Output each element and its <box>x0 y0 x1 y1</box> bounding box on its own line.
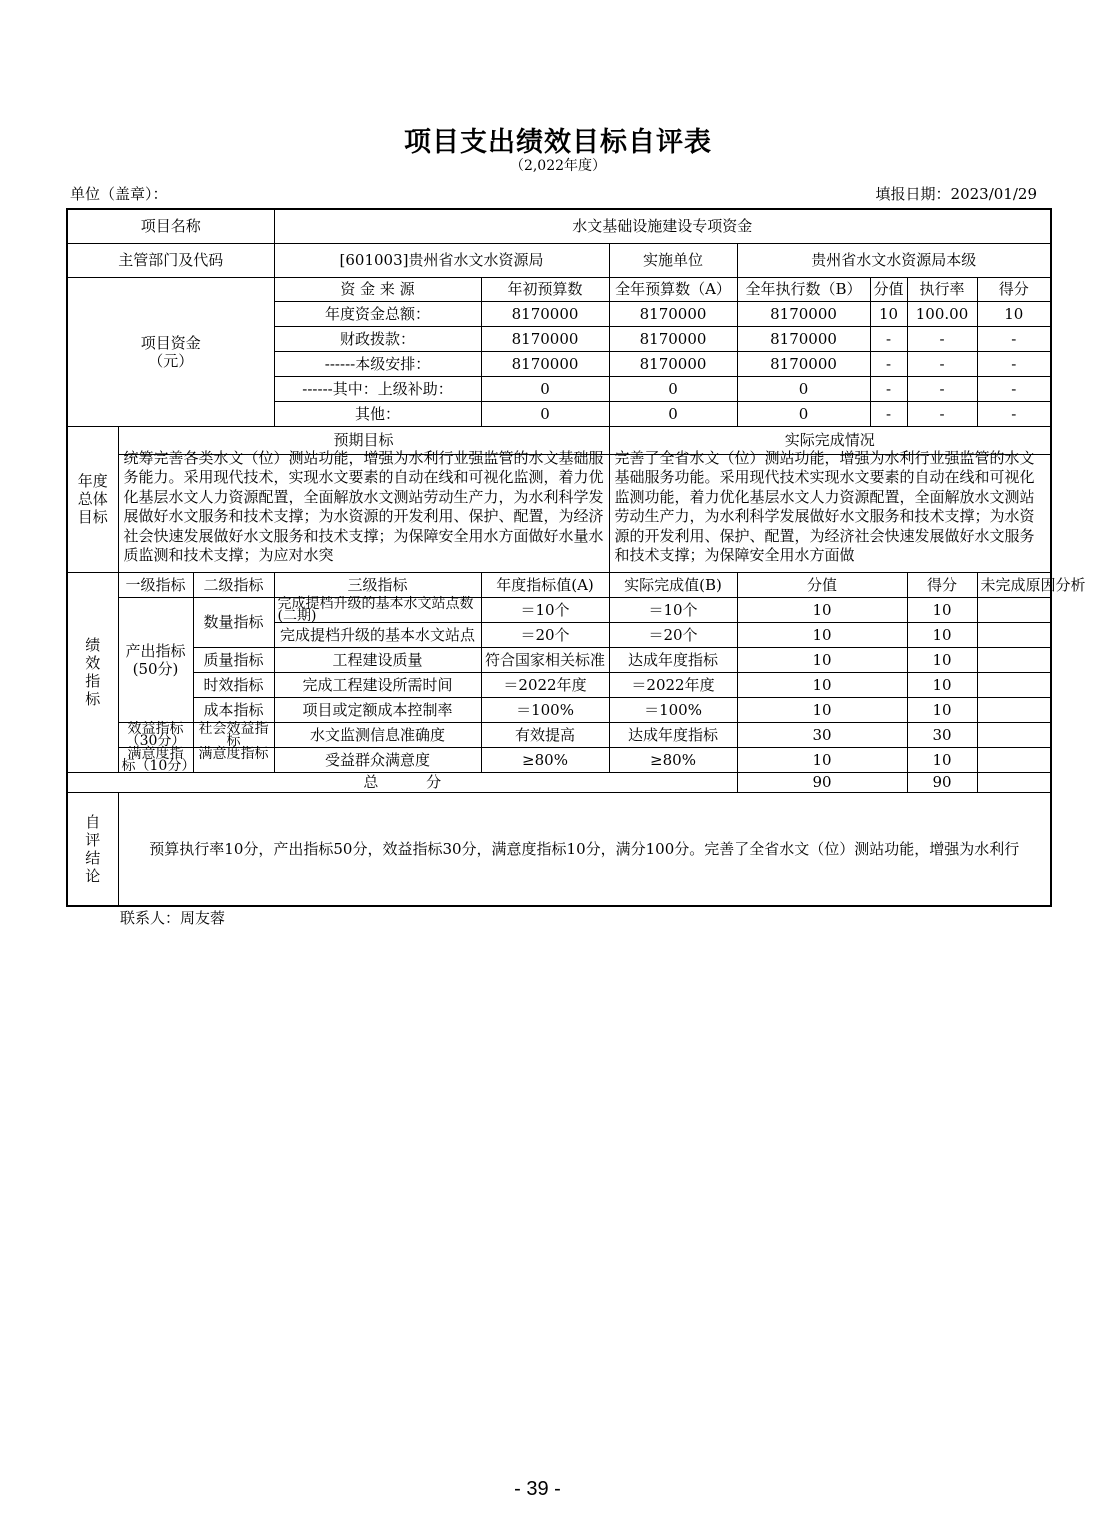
perf-l3: 受益群众满意度 <box>274 747 481 772</box>
perf-row <box>67 672 1051 697</box>
satisfaction-label: 满意度指标（10分） <box>118 747 193 772</box>
perf-header-score: 分值 <box>737 572 907 597</box>
project-name-value: 水文基础设施建设专项资金 <box>274 209 1051 243</box>
perf-score: 10 <box>737 747 907 772</box>
output-label-cell <box>118 597 193 722</box>
impl-value: 贵州省水文水资源局本级 <box>737 243 1051 277</box>
perf-header-row <box>67 572 1051 597</box>
perf-got: 10 <box>907 622 977 647</box>
perf-l3: 完成工程建设所需时间 <box>274 672 481 697</box>
perf-got: 10 <box>907 597 977 622</box>
annual-goal-label: 年度 总体 目标 <box>67 426 118 572</box>
funds-score: - <box>870 376 907 401</box>
dept-label: 主管部门及代码 <box>67 243 274 277</box>
perf-row <box>67 722 1051 747</box>
perf-header-b: 实际完成值(B) <box>609 572 737 597</box>
funds-source: ------本级安排： <box>274 351 481 376</box>
funds-header-initial: 年初预算数 <box>481 277 609 301</box>
perf-reason <box>977 722 1051 747</box>
perf-row <box>67 647 1051 672</box>
perf-reason <box>977 597 1051 622</box>
funds-label-cell <box>67 277 274 426</box>
report-year: （2,022年度） <box>509 158 607 174</box>
goal-text-row <box>67 454 1051 572</box>
funds-rate: - <box>907 326 977 351</box>
evaluation-table <box>66 208 1086 907</box>
output-label: 产出指标 <box>125 641 186 660</box>
funds-score: - <box>870 326 907 351</box>
funds-rate: - <box>907 401 977 426</box>
perf-score: 30 <box>737 722 907 747</box>
perf-b: 达成年度指标 <box>609 722 737 747</box>
funds-source: 其他： <box>274 401 481 426</box>
funds-initial: 8170000 <box>481 326 609 351</box>
perf-l2: 质量指标 <box>193 647 274 672</box>
perf-reason <box>977 697 1051 722</box>
funds-got: 10 <box>977 301 1051 326</box>
funds-initial: 0 <box>481 376 609 401</box>
funds-header-source: 资 金 来 源 <box>274 277 481 301</box>
perf-a: ≥80% <box>481 747 609 772</box>
perf-row <box>67 597 1051 622</box>
project-name-row <box>67 209 1051 243</box>
perf-a: 符合国家相关标准 <box>481 647 609 672</box>
conclusion-label: 自 评 结 论 <box>67 792 118 906</box>
perf-l3: 完成提档升级的基本水文站点数(二期) <box>274 597 481 622</box>
perf-l2: 数量指标 <box>193 597 274 647</box>
page-title: 项目支出绩效目标自评表 <box>404 127 712 158</box>
perf-b: ＝100% <box>609 697 737 722</box>
impl-label: 实施单位 <box>609 243 737 277</box>
total-row <box>67 772 1051 792</box>
funds-got: - <box>977 351 1051 376</box>
funds-header-annual: 全年预算数（A） <box>609 277 737 301</box>
unit-label: 单位（盖章）： <box>70 185 168 203</box>
fill-date: 填报日期：2023/01/29 <box>875 185 1037 203</box>
perf-header-a: 年度指标值(A) <box>481 572 609 597</box>
perf-a: ＝20个 <box>481 622 609 647</box>
funds-header-got: 得分 <box>977 277 1051 301</box>
funds-got: - <box>977 376 1051 401</box>
funds-executed: 8170000 <box>737 301 870 326</box>
perf-a: ＝100% <box>481 697 609 722</box>
dept-value: [601003]贵州省水文水资源局 <box>274 243 609 277</box>
perf-l2: 社会效益指标 <box>193 722 274 747</box>
department-row <box>67 243 1051 277</box>
perf-got: 10 <box>907 647 977 672</box>
perf-b: ＝10个 <box>609 597 737 622</box>
output-score: (50分) <box>132 659 179 678</box>
actual-header: 实际完成情况 <box>609 426 1051 454</box>
perf-l2: 满意度指标 <box>193 747 274 772</box>
funds-header-score: 分值 <box>870 277 907 301</box>
perf-a: ＝10个 <box>481 597 609 622</box>
perf-b: ＝2022年度 <box>609 672 737 697</box>
funds-source: 年度资金总额： <box>274 301 481 326</box>
perf-header-reason: 未完成原因分析 <box>977 572 1051 597</box>
project-name-label: 项目名称 <box>67 209 274 243</box>
perf-header-l2: 二级指标 <box>193 572 274 597</box>
funds-source: 财政拨款： <box>274 326 481 351</box>
perf-reason <box>977 747 1051 772</box>
funds-header-row <box>67 277 1051 301</box>
perf-b: 达成年度指标 <box>609 647 737 672</box>
conclusion-text: 预算执行率10分，产出指标50分，效益指标30分，满意度指标10分，满分100分。完善了全省水文（位）测站功能，增强为水利行 <box>118 792 1051 906</box>
perf-got: 10 <box>907 747 977 772</box>
funds-annual: 8170000 <box>609 301 737 326</box>
perf-got: 10 <box>907 697 977 722</box>
perf-header-l3: 三级指标 <box>274 572 481 597</box>
funds-label: 项目资金 <box>140 333 201 352</box>
funds-header-executed: 全年执行数（B） <box>737 277 870 301</box>
funds-initial: 8170000 <box>481 351 609 376</box>
actual-text: 完善了全省水文（位）测站功能，增强为水利行业强监管的水文基础服务功能。采用现代技术实现水文要素的自动在线和可视化监测功能，着力优化基层水文人力资源配置，全面解放水文测站劳动生产力，为水利科学发展做好水文服务和技术支撑；为水资源的开发利用、保护、配置，为经济社会快速发展做好水文服务和技术支撑；为保障安全用水方面做 <box>614 448 1035 564</box>
total-label: 总 分 <box>67 772 737 792</box>
funds-annual: 8170000 <box>609 351 737 376</box>
perf-b: ≥80% <box>609 747 737 772</box>
funds-got: - <box>977 401 1051 426</box>
funds-initial: 0 <box>481 401 609 426</box>
perf-row <box>67 747 1051 772</box>
perf-header-got: 得分 <box>907 572 977 597</box>
expected-goal-text: 统筹完善各类水文（位）测站功能，增强为水利行业强监管的水文基础服务能力。采用现代技术，实现水文要素的自动在线和可视化监测，着力优化基层水文人力资源配置，全面解放水文测站劳动生产力，为水利科学发展做好水文服务和技术支撑；为水资源的开发利用、保护、配置，为经济社会快速发展做好水文服务和技术支撑；为保障安全用水方面做好水量水质监测和技术支撑；为应对水突 <box>123 448 604 564</box>
funds-rate: 100.00 <box>907 301 977 326</box>
funds-source: ------其中：上级补助： <box>274 376 481 401</box>
funds-rate: - <box>907 376 977 401</box>
contact-person: 联系人：周友蓉 <box>120 909 226 927</box>
perf-score: 10 <box>737 597 907 622</box>
actual-cell <box>609 448 1051 572</box>
perf-score: 10 <box>737 622 907 647</box>
funds-score: - <box>870 401 907 426</box>
total-got: 90 <box>907 772 977 792</box>
perf-header-l1: 一级指标 <box>118 572 193 597</box>
expected-goal-cell <box>118 448 609 572</box>
perf-l3: 完成提档升级的基本水文站点 <box>274 622 481 647</box>
perf-row <box>67 697 1051 722</box>
perf-reason <box>977 622 1051 647</box>
funds-executed: 0 <box>737 401 870 426</box>
perf-a: 有效提高 <box>481 722 609 747</box>
perf-l3: 水文监测信息准确度 <box>274 722 481 747</box>
total-reason <box>977 772 1051 792</box>
funds-got: - <box>977 326 1051 351</box>
funds-executed: 0 <box>737 376 870 401</box>
perf-reason <box>977 647 1051 672</box>
perf-reason <box>977 672 1051 697</box>
funds-annual: 0 <box>609 376 737 401</box>
perf-l2: 时效指标 <box>193 672 274 697</box>
perf-l3: 项目或定额成本控制率 <box>274 697 481 722</box>
benefit-label: 效益指标（30分） <box>118 722 193 747</box>
perf-score: 10 <box>737 647 907 672</box>
expected-goal-header: 预期目标 <box>118 426 609 454</box>
perf-score: 10 <box>737 697 907 722</box>
total-score: 90 <box>737 772 907 792</box>
perf-label: 绩 效 指 标 <box>67 572 118 772</box>
funds-executed: 8170000 <box>737 351 870 376</box>
perf-got: 30 <box>907 722 977 747</box>
funds-unit: （元） <box>148 351 194 370</box>
funds-score: - <box>870 351 907 376</box>
funds-rate: - <box>907 351 977 376</box>
page-number: - 39 - <box>514 1478 561 1500</box>
perf-score: 10 <box>737 672 907 697</box>
funds-annual: 8170000 <box>609 326 737 351</box>
funds-initial: 8170000 <box>481 301 609 326</box>
conclusion-row <box>67 792 1051 906</box>
perf-b: ＝20个 <box>609 622 737 647</box>
funds-annual: 0 <box>609 401 737 426</box>
funds-executed: 8170000 <box>737 326 870 351</box>
funds-header-rate: 执行率 <box>907 277 977 301</box>
funds-score: 10 <box>870 301 907 326</box>
perf-got: 10 <box>907 672 977 697</box>
perf-l2: 成本指标 <box>193 697 274 722</box>
perf-a: ＝2022年度 <box>481 672 609 697</box>
perf-l3: 工程建设质量 <box>274 647 481 672</box>
